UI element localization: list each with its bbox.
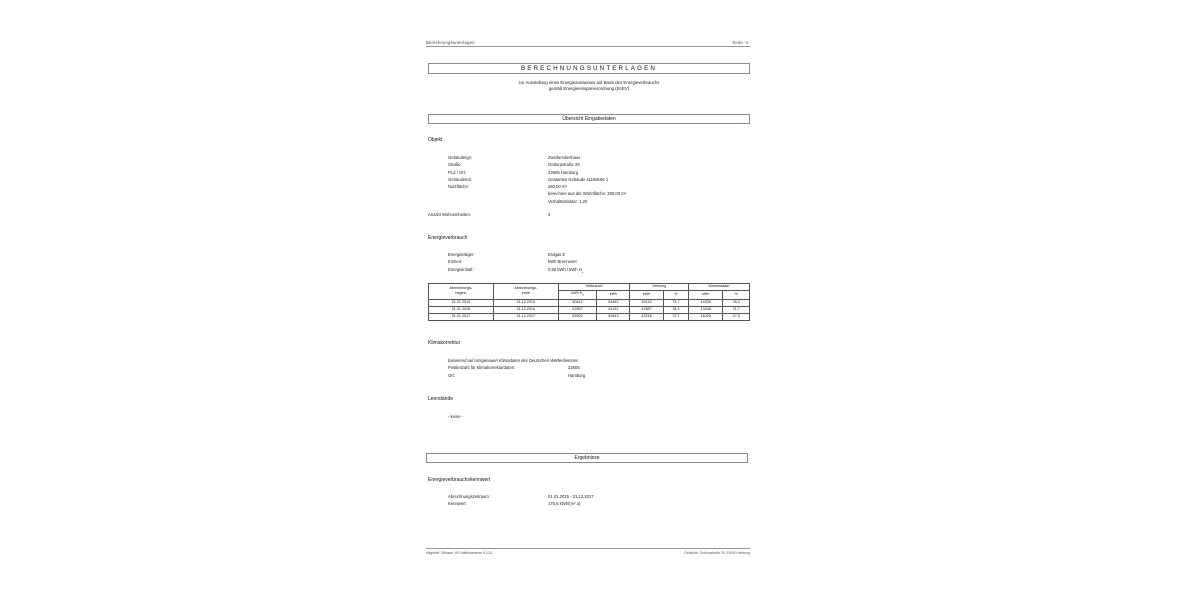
value-nutzflaeche-note2: Verhältnisfaktor: 1,20 bbox=[548, 198, 588, 204]
cell-heizung-kwh: 43218 bbox=[630, 314, 663, 321]
cell-warmwasser-prozent: 27,3 bbox=[723, 314, 750, 321]
subtitle-line-2: gemäß Energieeinsparverordnung (EnEV) bbox=[548, 86, 630, 91]
colgroup-verbrauch: Verbrauch bbox=[558, 284, 630, 291]
col-verbrauch-kwh-hs bbox=[558, 291, 597, 300]
verbrauch-table-body bbox=[429, 299, 750, 320]
cell-verbrauch-kwh: 59443 bbox=[597, 314, 630, 321]
value-kennwert: 175,6 kWh/(m² a) bbox=[548, 501, 581, 507]
label-abrechnungszeitraum: Abrechnungszeitraum: bbox=[448, 494, 490, 499]
footer-left-text: Mitgeteilt: Diffusao, HS Ndtekursheere 5.3.20. bbox=[426, 551, 494, 555]
kennwert-details bbox=[448, 493, 748, 508]
col-heizung-prozent: % bbox=[663, 291, 688, 300]
col-warmwasser-prozent: % bbox=[723, 291, 750, 300]
value-nutzflaeche: 360,00 m² bbox=[548, 184, 567, 190]
banner-ergebnisse-label: Ergebnisse bbox=[574, 455, 600, 461]
document-footer bbox=[426, 548, 750, 555]
row-klima-plz bbox=[448, 364, 748, 371]
value-einheit: kWh Brennwert bbox=[548, 259, 577, 265]
label-energieinhalt: Energieinhalt: bbox=[448, 266, 474, 272]
value-gebaeudetyp: Zweifamilienhaus bbox=[548, 155, 581, 160]
cell-heizung-kwh: 40115 bbox=[630, 299, 663, 306]
value-energieinhalt-main: 0,90 kWh / kWh H bbox=[548, 266, 582, 272]
section-title-leerstaende: Leerstände bbox=[428, 396, 454, 402]
row-abrechnungszeitraum bbox=[448, 493, 748, 500]
col-beginn-line1: Abrechnungs- bbox=[449, 286, 473, 291]
document-subtitle bbox=[428, 80, 750, 92]
row-nutzflaeche-note1 bbox=[448, 190, 748, 197]
cell-warmwasser-prozent: 26,3 bbox=[723, 299, 750, 306]
page-title: BERECHNUNGSUNTERLAGEN bbox=[520, 65, 658, 72]
cell-verbrauch-kwh: 61132 bbox=[597, 306, 630, 313]
col-warmwasser-kwh: kWh bbox=[689, 291, 723, 300]
value-nutzflaeche-note1: berechnet aus der Wohnfläche: 300,00 m² bbox=[548, 191, 627, 197]
cell-warmwasser-kwh: 13245 bbox=[689, 306, 723, 313]
cell-heizung-kwh: 47887 bbox=[630, 306, 663, 313]
cell-beginn: 01.01.2017 bbox=[429, 314, 494, 321]
row-einheit bbox=[448, 258, 748, 265]
col-kwh-hs-sub: s bbox=[582, 293, 584, 298]
subtitle-line-1: zur Ausstellung eines Energieausweises auf Basis des Energieverbrauchs bbox=[518, 80, 660, 85]
col-abrechnungsende bbox=[493, 284, 558, 300]
cell-heizung-prozent: 72,7 bbox=[663, 314, 688, 321]
cell-beginn: 21.01.2015 bbox=[429, 299, 494, 306]
klimakorrektur-details bbox=[448, 357, 748, 379]
row-plz-ort bbox=[448, 169, 748, 176]
cell-verbrauch-kwh-hs: 65952 bbox=[558, 314, 597, 321]
section-title-objekt: Objekt bbox=[428, 137, 443, 143]
cell-heizung-prozent: 73,7 bbox=[663, 299, 688, 306]
row-gebaeudetyp bbox=[448, 154, 748, 161]
col-heizung-kwh: kWh bbox=[630, 291, 663, 300]
cell-beginn: 01.01.2016 bbox=[429, 306, 494, 313]
banner-eingabedaten-label: Übersicht Eingabedaten bbox=[562, 116, 616, 122]
colgroup-warmwasser: Warmwasser bbox=[689, 284, 750, 291]
value-klima-ort: Hamburg bbox=[568, 372, 586, 378]
cell-verbrauch-kwh-hs: 60442 bbox=[558, 299, 597, 306]
cell-warmwasser-kwh: 16225 bbox=[689, 314, 723, 321]
label-kennwert: Kennwert: bbox=[448, 501, 467, 507]
footer-right-text: Gebäude: Gottorpstraße 29, 22605 Hamburg bbox=[684, 551, 750, 555]
cell-ende: 31.12.2015 bbox=[493, 299, 558, 306]
section-title-klimakorrektur: Klimakorrektur bbox=[428, 340, 461, 346]
col-abrechnungsbeginn bbox=[429, 284, 494, 300]
label-einheit: Einheit: bbox=[448, 259, 462, 265]
header-page-number: Seite -1- bbox=[732, 40, 750, 45]
label-gebaeudetyp: Gebäudetyp: bbox=[448, 155, 472, 160]
label-klima-plz: Postleitzahl für Klimakorrekturdaten: bbox=[448, 365, 516, 371]
table-row bbox=[429, 299, 750, 306]
cell-heizung-prozent: 78,3 bbox=[663, 306, 688, 313]
label-plz-ort: PLZ / Ort: bbox=[448, 169, 467, 175]
row-nutzflaeche-note2 bbox=[448, 198, 748, 205]
cell-ende: 31.12.2016 bbox=[493, 306, 558, 313]
value-energietraeger: Erdgas E bbox=[548, 252, 566, 257]
label-strasse: Straße: bbox=[448, 162, 462, 168]
document-title-box bbox=[428, 63, 750, 74]
row-kennwert bbox=[448, 500, 748, 507]
value-plz-ort: 22605 Hamburg bbox=[548, 169, 579, 175]
objekt-details bbox=[448, 154, 748, 205]
col-ende-line1: Abrechnungs- bbox=[514, 286, 538, 291]
row-leerstaende bbox=[448, 413, 463, 420]
row-nutzflaeche bbox=[448, 183, 748, 190]
energieverbrauch-details bbox=[448, 251, 748, 276]
label-nutzflaeche: Nutzfläche: bbox=[448, 184, 469, 190]
row-klima-ort bbox=[448, 372, 748, 379]
verbrauch-table-head bbox=[429, 284, 750, 300]
label-gebaeudeteil: Gebäudeteil: bbox=[448, 176, 472, 182]
value-wohneinheiten: 3 bbox=[548, 212, 551, 217]
row-klima-note bbox=[448, 357, 748, 364]
cell-verbrauch-kwh-hs: 67857 bbox=[558, 306, 597, 313]
spacer-1 bbox=[448, 190, 548, 197]
section-title-energieverbrauch: Energieverbrauch bbox=[428, 235, 468, 241]
banner-eingabedaten bbox=[428, 114, 750, 124]
value-abrechnungszeitraum: 01.01.2015 - 31.12.2017 bbox=[548, 494, 594, 499]
value-energieinhalt bbox=[548, 266, 748, 276]
col-ende-line2: ende bbox=[521, 291, 530, 296]
value-klima-note: basierend auf ortsgenauen Klimadaten des Deutschen Wetterdienstes bbox=[448, 358, 579, 363]
value-gebaeudeteil: Gesamtes Gebäude 11168166 1 bbox=[548, 176, 609, 182]
header-left-text: Berechnungsunterlagen bbox=[426, 40, 475, 45]
spacer-2 bbox=[448, 198, 548, 205]
cell-warmwasser-kwh: 14336 bbox=[689, 299, 723, 306]
col-verbrauch-kwh: kWh bbox=[597, 291, 630, 300]
document-header bbox=[426, 40, 750, 47]
verbrauch-table-group-row bbox=[429, 284, 750, 291]
row-energieinhalt bbox=[448, 266, 748, 276]
cell-verbrauch-kwh: 54462 bbox=[597, 299, 630, 306]
leerstaende-details bbox=[448, 413, 463, 420]
col-kwh-hs-label: kWh H bbox=[571, 291, 583, 296]
row-gebaeudeteil bbox=[448, 176, 748, 183]
value-energieinhalt-sub: s bbox=[581, 269, 584, 274]
value-leerstaende: - keine - bbox=[448, 414, 464, 419]
cell-warmwasser-prozent: 21,7 bbox=[723, 306, 750, 313]
cell-ende: 31.12.2017 bbox=[493, 314, 558, 321]
section-title-kennwert: Energieverbrauchskennwert bbox=[428, 477, 491, 483]
label-energietraeger: Energieträger: bbox=[448, 252, 475, 257]
label-klima-ort: Ort: bbox=[448, 372, 455, 378]
objekt-wohneinheiten bbox=[428, 211, 748, 218]
table-row bbox=[429, 306, 750, 313]
row-energietraeger bbox=[448, 251, 748, 258]
label-wohneinheiten: Anzahl Wohneinheiten: bbox=[428, 212, 471, 217]
verbrauch-table bbox=[428, 283, 750, 321]
value-klima-plz: 22605 bbox=[568, 365, 580, 371]
colgroup-heizung: Heizung bbox=[630, 284, 689, 291]
table-row bbox=[429, 314, 750, 321]
value-strasse: Gottorpstraße 29 bbox=[548, 162, 580, 168]
row-strasse bbox=[448, 161, 748, 168]
row-wohneinheiten bbox=[428, 211, 748, 218]
col-beginn-line2: beginn bbox=[455, 291, 467, 296]
banner-ergebnisse bbox=[426, 453, 748, 463]
